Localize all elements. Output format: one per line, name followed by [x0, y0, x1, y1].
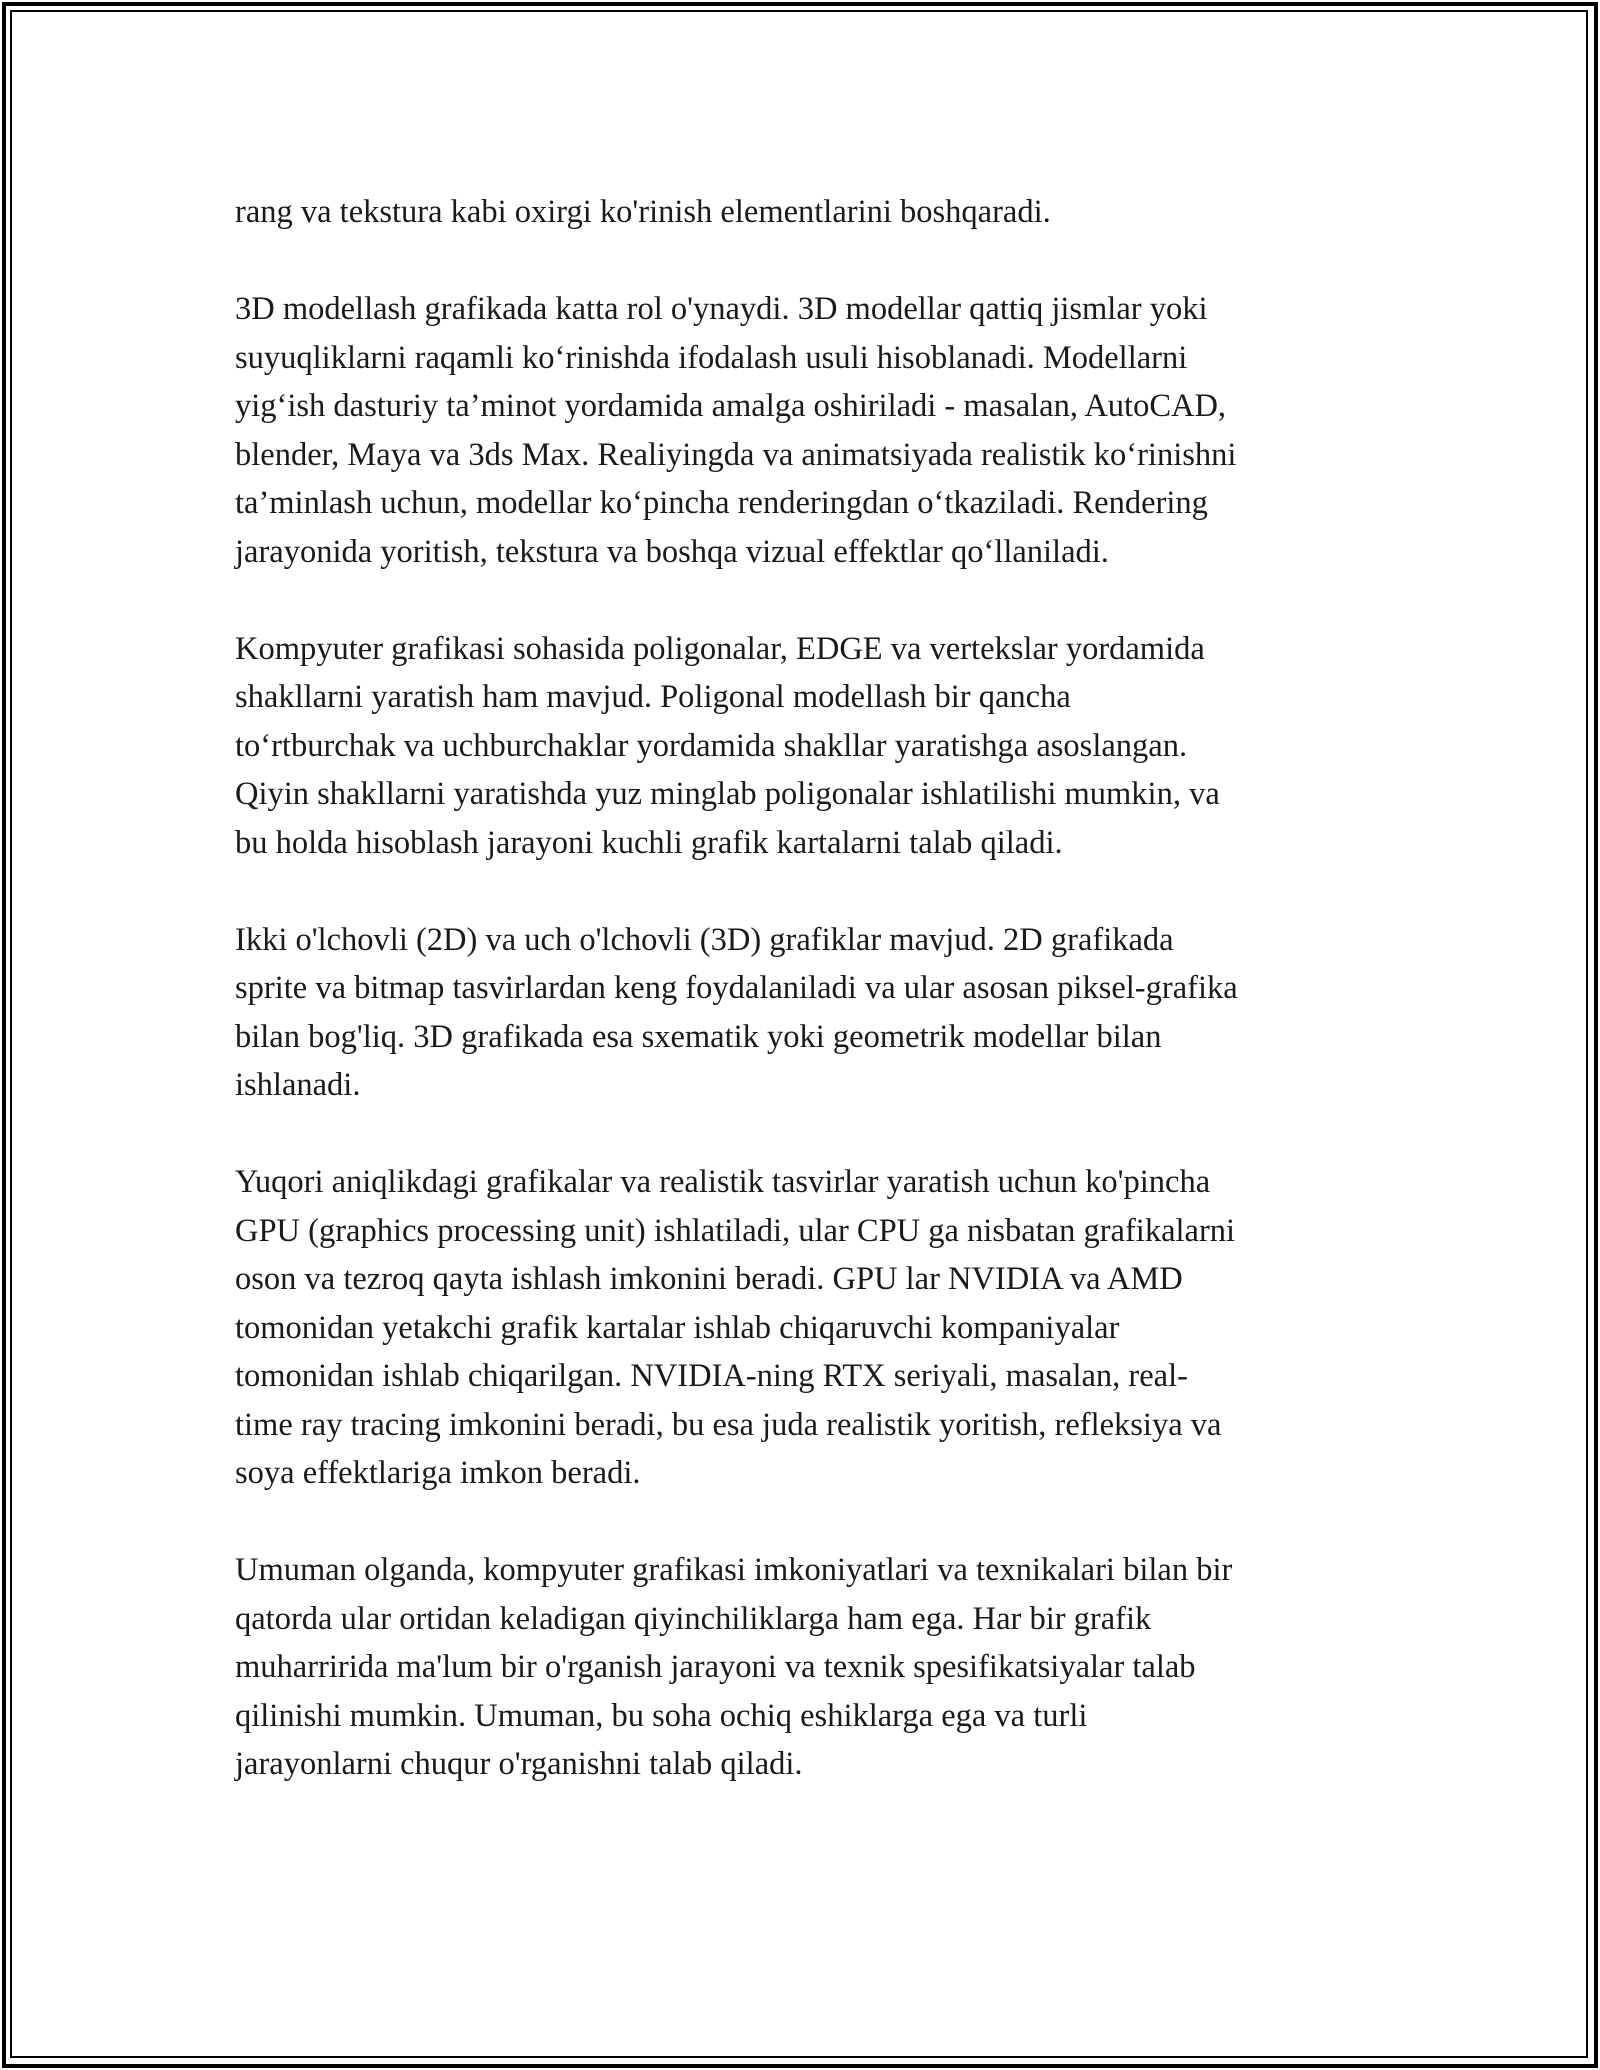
- text-line: Qiyin shakllarni yaratishda yuz minglab poligonalar ishlatilishi mumkin, va: [235, 776, 1220, 812]
- text-line: blender, Maya va 3ds Max. Realiyingda va animatsiyada realistik ko‘rinishni: [235, 436, 1237, 473]
- paragraph-6: [235, 1546, 1375, 1789]
- text-line: qilinishi mumkin. Umuman, bu soha ochiq eshiklarga ega va turli: [235, 1697, 1088, 1734]
- paragraph-2: [235, 285, 1375, 576]
- document-body: [235, 188, 1375, 1837]
- text-line: soya effektlariga imkon beradi.: [235, 1455, 641, 1491]
- text-line: jarayonlarni chuqur o'rganishni talab qiladi.: [235, 1746, 803, 1782]
- text-line: Umuman olganda, kompyuter grafikasi imkoniyatlari va texnikalari bilan bir: [235, 1552, 1233, 1588]
- paragraph-1: [235, 188, 1375, 237]
- text-line: Kompyuter grafikasi sohasida poligonalar, EDGE va vertekslar yordamida: [235, 630, 1205, 667]
- text-line: qatorda ular ortidan keladigan qiyinchiliklarga ham ega. Har bir grafik: [235, 1600, 1152, 1637]
- text-line: GPU (graphics processing unit) ishlatiladi, ular CPU ga nisbatan grafikalarni: [235, 1212, 1236, 1249]
- paragraph-3: [235, 625, 1375, 868]
- text-line: suyuqliklarni raqamli ko‘rinishda ifodalash usuli hisoblanadi. Modellarni: [235, 339, 1188, 376]
- text-line: bilan bog'liq. 3D grafikada esa sxematik yoki geometrik modellar bilan: [235, 1018, 1162, 1055]
- text-line: tomonidan yetakchi grafik kartalar ishlab chiqaruvchi kompaniyalar: [235, 1309, 1120, 1346]
- text-line: ta’minlash uchun, modellar ko‘pincha renderingdan o‘tkaziladi. Rendering: [235, 485, 1208, 521]
- text-line: rang va tekstura kabi oxirgi ko'rinish elementlarini boshqaradi.: [235, 194, 1051, 230]
- text-line: shakllarni yaratish ham mavjud. Poligonal modellash bir qancha: [235, 679, 1071, 715]
- text-line: time ray tracing imkonini beradi, bu esa juda realistik yoritish, refleksiya va: [235, 1406, 1222, 1443]
- text-line: jarayonida yoritish, tekstura va boshqa vizual effektlar qo‘llaniladi.: [235, 533, 1109, 570]
- text-line: to‘rtburchak va uchburchaklar yordamida shakllar yaratishga asoslangan.: [235, 727, 1188, 764]
- text-line: sprite va bitmap tasvirlardan keng foydalaniladi va ular asosan piksel-grafika: [235, 970, 1238, 1006]
- text-line: Yuqori aniqlikdagi grafikalar va realistik tasvirlar yaratish uchun ko'pincha: [235, 1164, 1211, 1200]
- text-line: 3D modellash grafikada katta rol o'ynaydi. 3D modellar qattiq jismlar yoki: [235, 291, 1208, 327]
- text-line: ishlanadi.: [235, 1067, 361, 1103]
- text-line: tomonidan ishlab chiqarilgan. NVIDIA-ning RTX seriyali, masalan, real-: [235, 1358, 1188, 1394]
- text-line: oson va tezroq qayta ishlash imkonini beradi. GPU lar NVIDIA va AMD: [235, 1261, 1183, 1297]
- text-line: muharririda ma'lum bir o'rganish jarayoni va texnik spesifikatsiyalar talab: [235, 1649, 1196, 1685]
- paragraph-4: [235, 916, 1375, 1110]
- text-line: bu holda hisoblash jarayoni kuchli grafik kartalarni talab qiladi.: [235, 824, 1063, 861]
- paragraph-5: [235, 1158, 1375, 1498]
- text-line: yig‘ish dasturiy ta’minot yordamida amalga oshiriladi - masalan, AutoCAD,: [235, 388, 1227, 424]
- text-line: Ikki o'lchovli (2D) va uch o'lchovli (3D) grafiklar mavjud. 2D grafikada: [235, 921, 1174, 958]
